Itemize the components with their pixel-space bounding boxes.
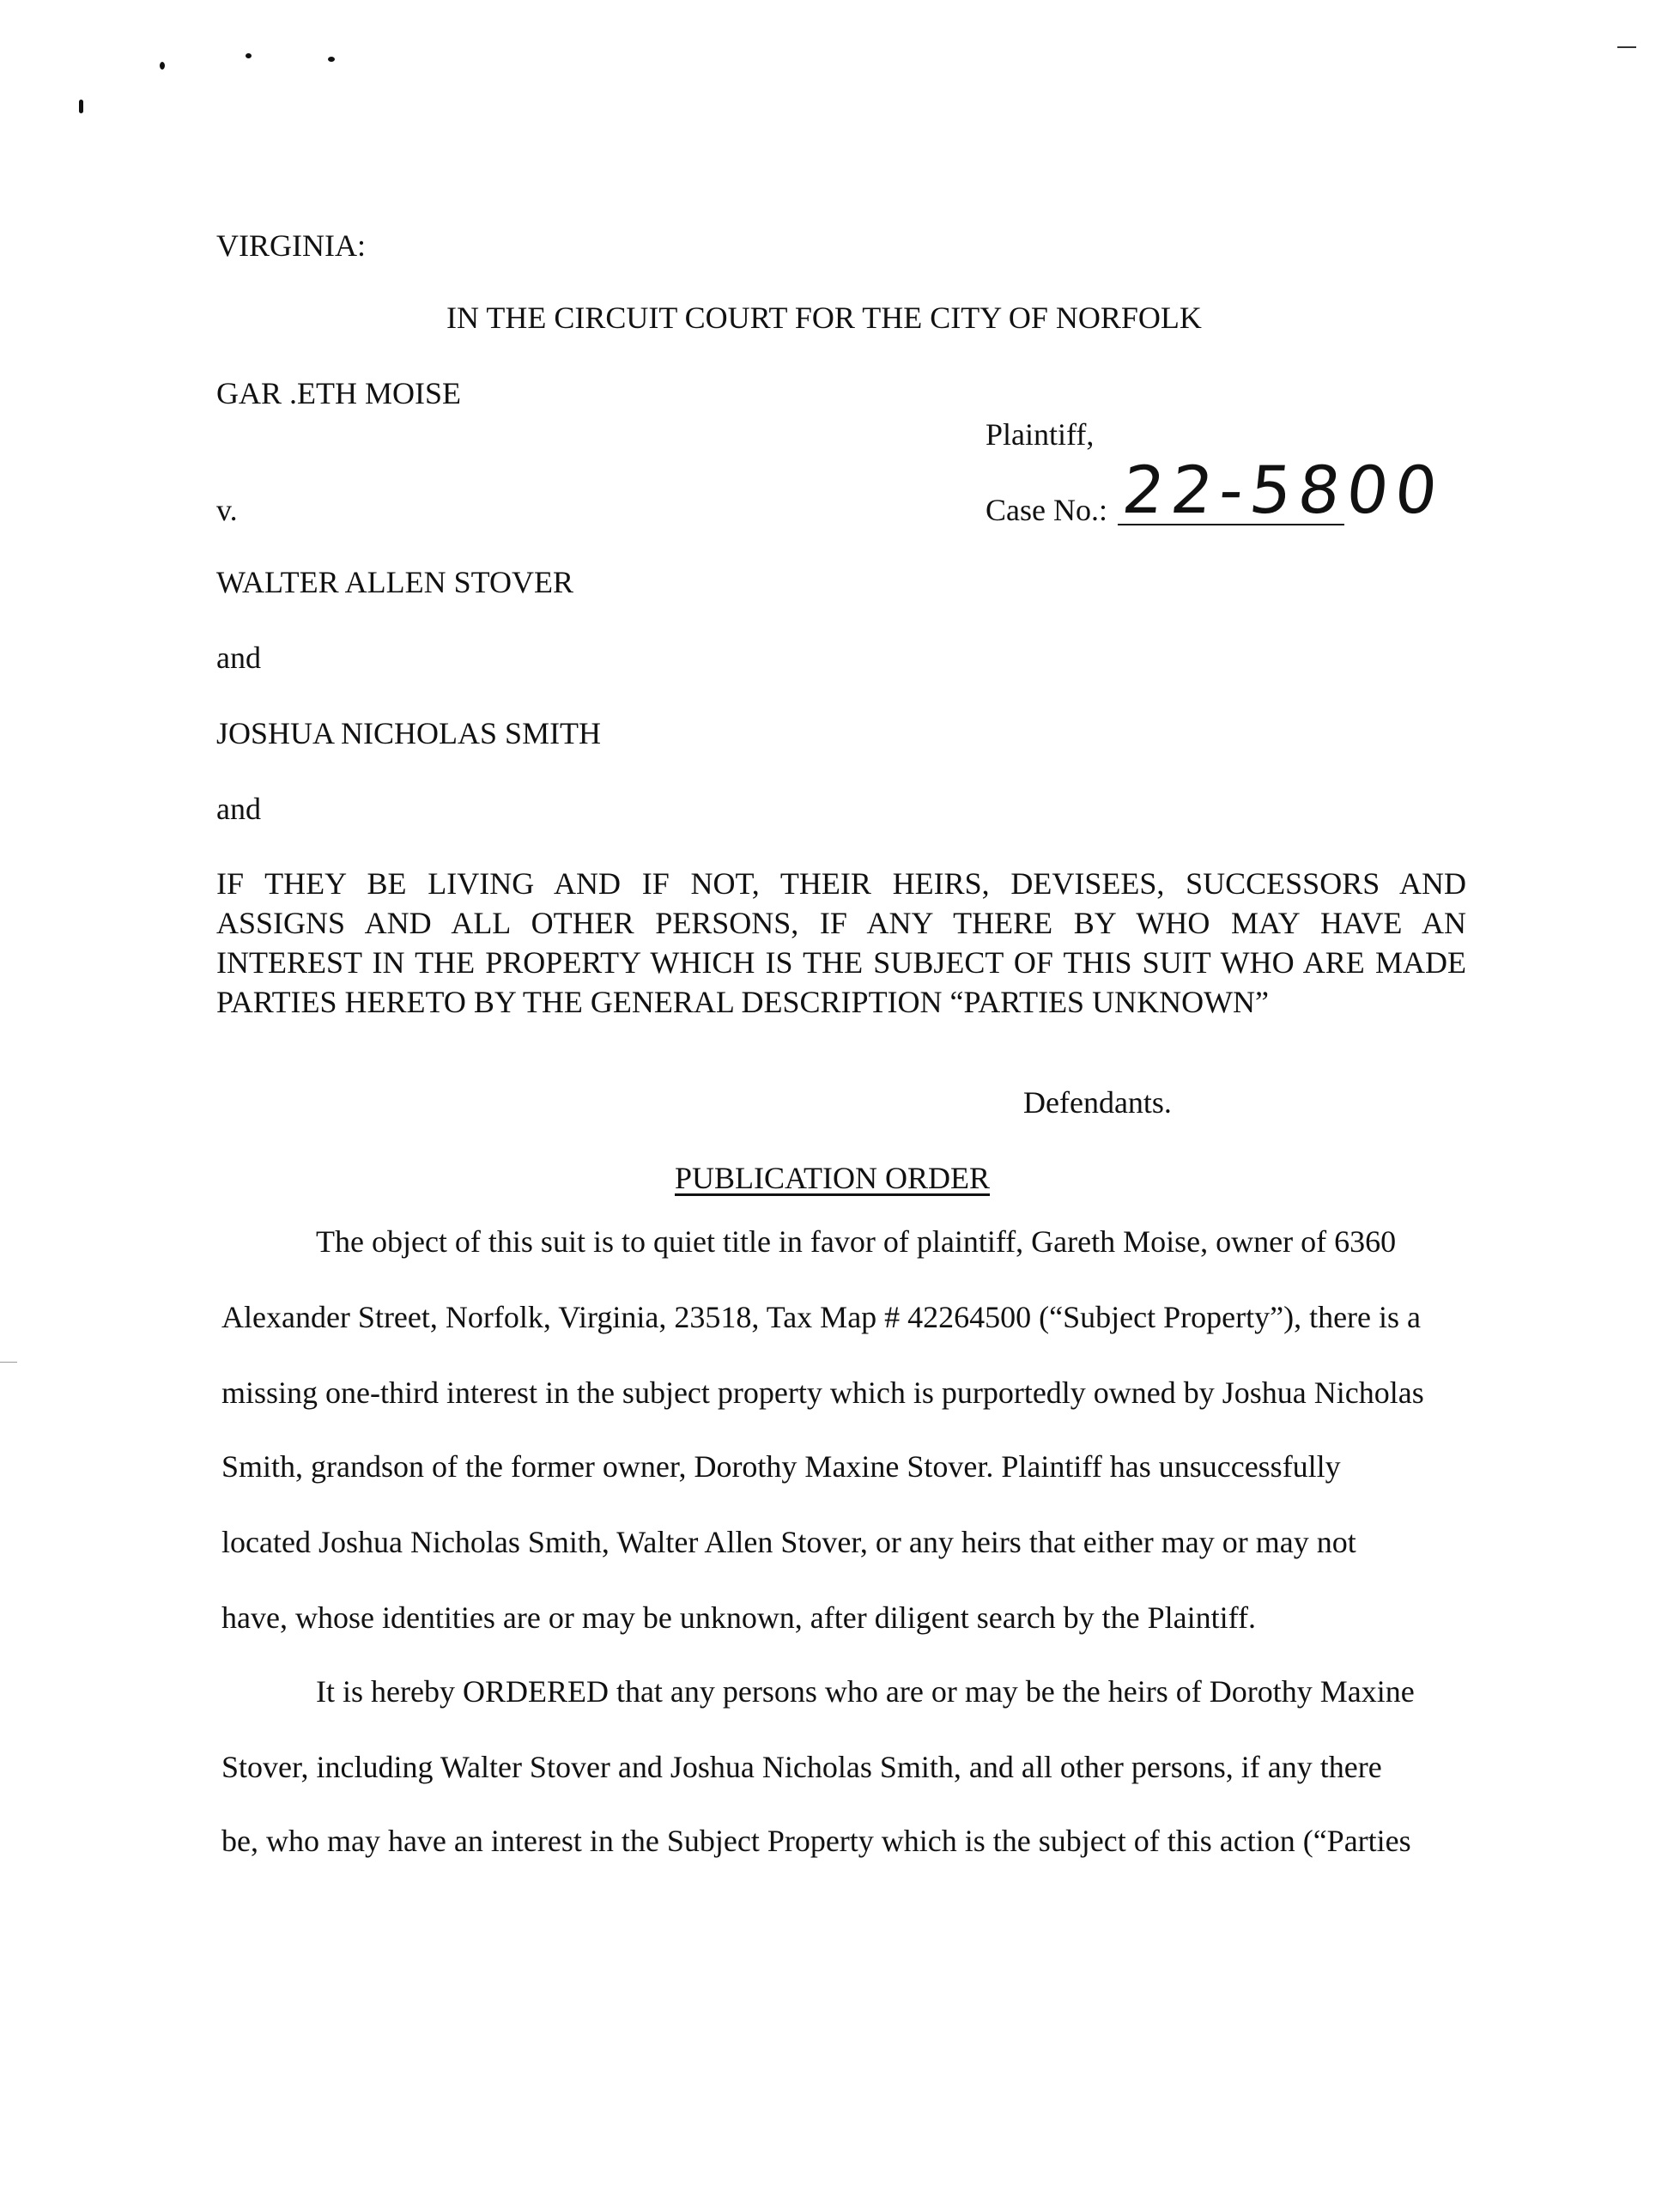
paragraph-line: Stover, including Walter Stover and Joshua Nicholas Smith, and all other persons, if any there — [221, 1750, 1382, 1784]
scan-speck — [160, 62, 165, 70]
scan-speck — [328, 57, 335, 62]
plaintiff-label: Plaintiff, — [986, 417, 1095, 452]
caption-line: INTEREST IN THE PROPERTY WHICH IS THE SUBJECT OF THIS SUIT WHO ARE MADE — [216, 945, 1466, 980]
paragraph-line: The object of this suit is to quiet title in favor of plaintiff, Gareth Moise, owner of 6360 — [316, 1224, 1397, 1259]
versus-label: v. — [216, 493, 238, 527]
conjunction: and — [216, 792, 261, 826]
paragraph-line: missing one-third interest in the subject property which is purportedly owned by Joshua Nicholas — [221, 1375, 1424, 1410]
scan-mark — [1617, 46, 1636, 48]
case-number-handwritten: 22-5800 — [1119, 452, 1448, 528]
scan-speck — [79, 100, 83, 113]
caption-line: IF THEY BE LIVING AND IF NOT, THEIR HEIRS, DEVISEES, SUCCESSORS AND — [216, 866, 1466, 901]
scan-mark — [0, 1362, 17, 1363]
caption-line: PARTIES HERETO BY THE GENERAL DESCRIPTION “PARTIES UNKNOWN” — [216, 985, 1270, 1019]
unknown-parties-description — [216, 864, 1466, 1022]
paragraph-line: located Joshua Nicholas Smith, Walter Allen Stover, or any heirs that either may or may not — [221, 1525, 1356, 1559]
caption-line: ASSIGNS AND ALL OTHER PERSONS, IF ANY THERE BY WHO MAY HAVE AN — [216, 906, 1466, 940]
case-number-label: Case No.: — [986, 493, 1107, 527]
conjunction: and — [216, 641, 261, 675]
defendants-label: Defendants. — [1023, 1085, 1172, 1120]
state-heading: VIRGINIA: — [216, 228, 366, 263]
paragraph-line: Alexander Street, Norfolk, Virginia, 23518, Tax Map # 42264500 (“Subject Property”), there is a — [221, 1300, 1422, 1334]
paragraph-line: Smith, grandson of the former owner, Dorothy Maxine Stover. Plaintiff has unsuccessfully — [221, 1449, 1341, 1484]
order-title: PUBLICATION ORDER — [675, 1161, 991, 1195]
paragraph-line: have, whose identities are or may be unknown, after diligent search by the Plaintiff. — [221, 1600, 1256, 1635]
paragraph-line: be, who may have an interest in the Subject Property which is the subject of this action (“Parties — [221, 1824, 1411, 1858]
court-heading: IN THE CIRCUIT COURT FOR THE CITY OF NORFOLK — [446, 301, 1202, 335]
paragraph-line: It is hereby ORDERED that any persons who are or may be the heirs of Dorothy Maxine — [316, 1674, 1415, 1709]
defendant-name: JOSHUA NICHOLAS SMITH — [216, 716, 602, 750]
plaintiff-name: GAR .ETH MOISE — [216, 376, 461, 410]
scan-speck — [246, 53, 252, 58]
defendant-name: WALTER ALLEN STOVER — [216, 565, 574, 599]
